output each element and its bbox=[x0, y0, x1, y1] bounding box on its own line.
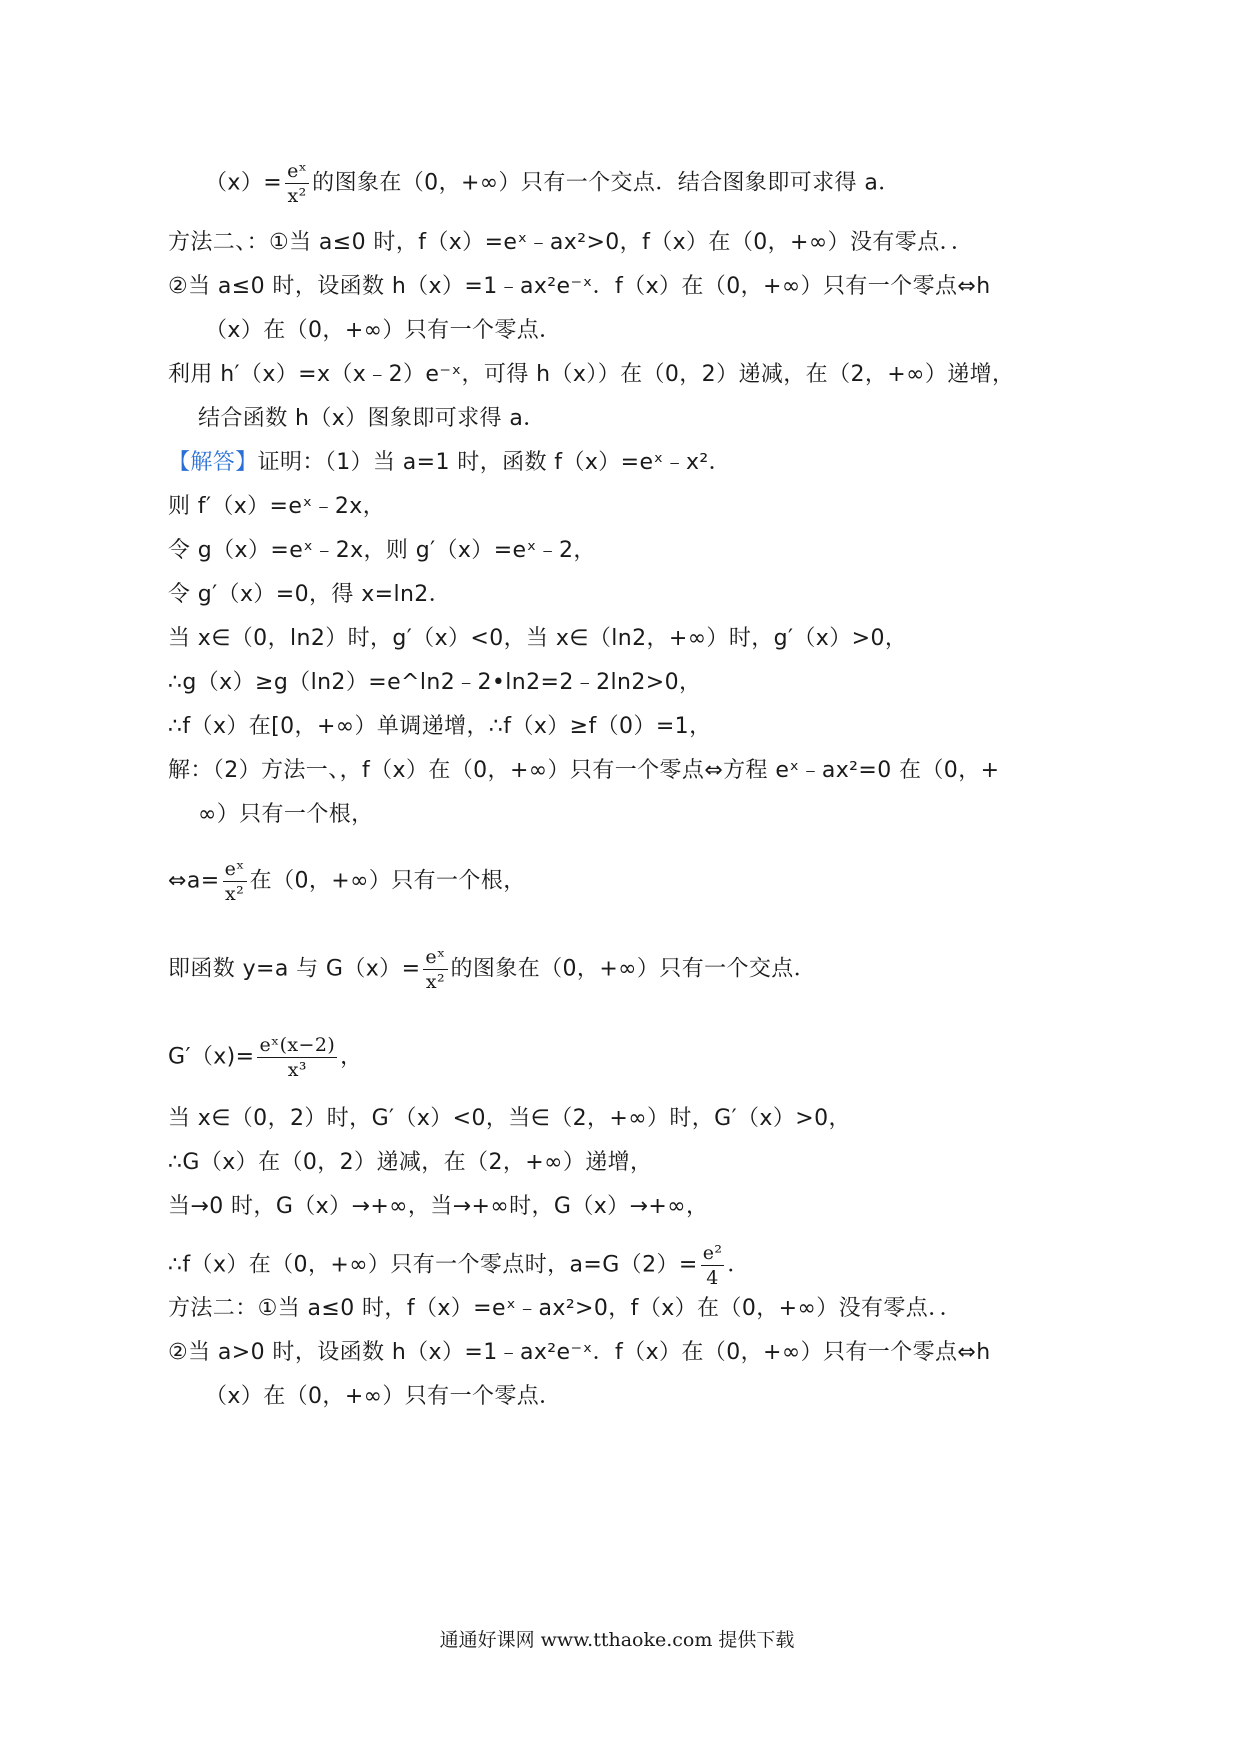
fraction-numerator: eˣ(x−2) bbox=[259, 1034, 336, 1056]
line-22-suffix: ． bbox=[727, 1252, 750, 1278]
footer-credit: 通通好课网 www.tthaoke.com 提供下载 bbox=[439, 1629, 795, 1651]
fraction-denominator: 4 bbox=[706, 1267, 719, 1289]
line-1 bbox=[205, 160, 901, 207]
fraction-numerator: e² bbox=[702, 1242, 723, 1264]
line-4: （x）在（0，+∞）只有一个零点． bbox=[205, 318, 562, 343]
line-18 bbox=[168, 1034, 363, 1081]
fraction-ex-over-x2 bbox=[285, 160, 309, 207]
fraction-denominator: x³ bbox=[287, 1059, 307, 1081]
line-2: 方法二、：①当 a≤0 时，f（x）=eˣ﹣ax²>0，f（x）在（0，+∞）没有零点．． bbox=[168, 230, 974, 255]
line-25: （x）在（0，+∞）只有一个零点． bbox=[205, 1384, 562, 1409]
fraction-numerator: eˣ bbox=[224, 858, 245, 880]
line-8: 则 f′（x）=eˣ﹣2x， bbox=[168, 494, 386, 519]
fraction-numerator: eˣ bbox=[287, 160, 308, 182]
line-3: ②当 a≤0 时，设函数 h（x）=1﹣ax²e⁻ˣ．f（x）在（0，+∞）只有一个零点⇔h bbox=[168, 274, 991, 299]
line-7-text: 证明：（1）当 a=1 时，函数 f（x）=eˣ﹣x²． bbox=[257, 450, 732, 475]
line-19: 当 x∈（0，2）时，G′（x）<0，当∈（2，+∞）时，G′（x）>0， bbox=[168, 1106, 851, 1131]
line-22 bbox=[168, 1242, 750, 1289]
line-14: 解：（2）方法一、，f（x）在（0，+∞）只有一个零点⇔方程 eˣ﹣ax²=0 在（0，+ bbox=[168, 758, 1000, 783]
line-17-prefix: 即函数 y=a 与 G（x）= bbox=[168, 956, 421, 982]
line-16 bbox=[168, 858, 526, 905]
line-5: 利用 h′（x）=x（x﹣2）e⁻ˣ，可得 h（x））在（0，2）递减，在（2，+∞）递增， bbox=[168, 362, 1015, 387]
fraction-ex-over-x2 bbox=[423, 946, 447, 993]
line-1-suffix: 的图象在（0，+∞）只有一个交点．结合图象即可求得 a． bbox=[312, 170, 901, 196]
answer-tag: 【解答】 bbox=[168, 450, 258, 475]
line-11: 当 x∈（0，ln2）时，g′（x）<0，当 x∈（ln2，+∞）时，g′（x）>0， bbox=[168, 626, 908, 651]
line-10: 令 g′（x）=0，得 x=ln2． bbox=[168, 582, 452, 607]
line-17-suffix: 的图象在（0，+∞）只有一个交点． bbox=[450, 956, 817, 982]
line-6: 结合函数 h（x）图象即可求得 a． bbox=[198, 406, 546, 431]
fraction-ex-over-x2 bbox=[223, 858, 247, 905]
line-13: ∴f（x）在[0，+∞）单调递增，∴f（x）≥f（0）=1， bbox=[168, 714, 712, 739]
line-18-prefix: G′（x)= bbox=[168, 1044, 255, 1070]
line-16-suffix: 在（0，+∞）只有一个根， bbox=[249, 868, 526, 894]
line-7 bbox=[168, 448, 731, 478]
fraction-denominator: x² bbox=[287, 185, 307, 207]
fraction-gprime bbox=[257, 1034, 337, 1081]
line-9: 令 g（x）=eˣ﹣2x，则 g′（x）=eˣ﹣2， bbox=[168, 538, 596, 563]
line-21: 当→0 时，G（x）→+∞，当→+∞时，G（x）→+∞， bbox=[168, 1194, 709, 1219]
fraction-numerator: eˣ bbox=[425, 946, 446, 968]
line-24: ②当 a>0 时，设函数 h（x）=1﹣ax²e⁻ˣ．f（x）在（0，+∞）只有一个零点⇔h bbox=[168, 1340, 991, 1365]
line-16-prefix: ⇔a= bbox=[168, 868, 220, 894]
line-12: ∴g（x）≥g（ln2）=e^ln2﹣2•ln2=2﹣2ln2>0， bbox=[168, 670, 702, 695]
line-20: ∴G（x）在（0，2）递减，在（2，+∞）递增， bbox=[168, 1150, 653, 1175]
line-18-suffix: ， bbox=[340, 1044, 363, 1070]
line-22-prefix: ∴f（x）在（0，+∞）只有一个零点时，a=G（2）= bbox=[168, 1252, 698, 1278]
line-17 bbox=[168, 946, 816, 993]
line-15: ∞）只有一个根， bbox=[198, 802, 374, 827]
fraction-denominator: x² bbox=[225, 883, 245, 905]
fraction-denominator: x² bbox=[425, 971, 446, 993]
fraction-e2-over-4 bbox=[701, 1242, 725, 1289]
line-1-prefix: （x）= bbox=[205, 170, 283, 196]
line-23: 方法二：①当 a≤0 时，f（x）=eˣ﹣ax²>0，f（x）在（0，+∞）没有零点．． bbox=[168, 1296, 962, 1321]
